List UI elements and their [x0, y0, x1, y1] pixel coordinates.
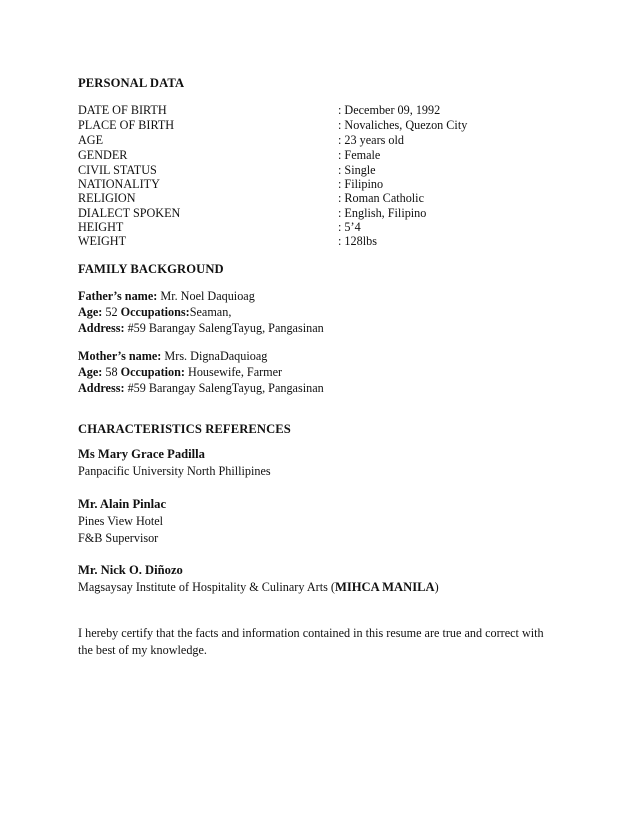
row-value: : Roman Catholic	[338, 191, 424, 205]
row-value: : Single	[338, 163, 376, 177]
personal-data-heading: PERSONAL DATA	[78, 76, 185, 90]
mother-age-label: Age:	[78, 365, 103, 379]
mother-address-value: #59 Barangay SalengTayug, Pangasinan	[124, 381, 324, 395]
father-address-value: #59 Barangay SalengTayug, Pangasinan	[124, 321, 324, 335]
reference-3-close-paren: )	[434, 580, 439, 594]
row-value: : Filipino	[338, 177, 384, 191]
reference-1-name: Ms Mary Grace Padilla	[78, 447, 205, 461]
family-background-heading: FAMILY BACKGROUND	[78, 262, 224, 276]
row-label: AGE	[78, 133, 104, 147]
row-label: RELIGION	[78, 191, 136, 205]
reference-3-name: Mr. Nick O. Diñozo	[78, 563, 183, 577]
personal-row-weight	[78, 234, 558, 249]
reference-2-line2: F&B Supervisor	[78, 531, 159, 545]
father-age-value: 52	[102, 305, 121, 319]
row-label: DIALECT SPOKEN	[78, 206, 181, 220]
row-label: CIVIL STATUS	[78, 163, 157, 177]
personal-row-age	[78, 133, 558, 148]
father-age-occupation-line	[78, 305, 231, 320]
reference-1-line1: Panpacific University North Phillipines	[78, 464, 271, 478]
mother-age-value: 58	[102, 365, 121, 379]
reference-3-institution-abbrev: MIHCA MANILA	[334, 580, 435, 594]
references-heading: CHARACTERISTICS REFERENCES	[78, 422, 291, 436]
row-value: : 5’4	[338, 220, 361, 234]
father-address-line	[78, 321, 324, 336]
mother-name-value: Mrs. DignaDaquioag	[161, 349, 268, 363]
personal-row-place-of-birth	[78, 118, 558, 133]
mother-address-label: Address:	[78, 381, 125, 395]
certification-statement: I hereby certify that the facts and information contained in this resume are true and correct with the best of my knowledge.	[78, 626, 544, 657]
mother-occupation-value: Housewife, Farmer	[184, 365, 283, 379]
mother-occupation-label: Occupation:	[120, 365, 185, 379]
personal-row-religion	[78, 191, 558, 206]
row-value: : December 09, 1992	[338, 103, 441, 117]
personal-row-dialect-spoken	[78, 206, 558, 221]
mother-address-line	[78, 381, 324, 396]
father-name-label: Father’s name:	[78, 289, 158, 303]
father-occupation-value: Seaman,	[189, 305, 232, 319]
mother-age-occupation-line	[78, 365, 282, 380]
reference-2-line1: Pines View Hotel	[78, 514, 164, 528]
reference-3-institution: Magsaysay Institute of Hospitality & Culinary Arts (	[78, 580, 335, 594]
personal-row-height	[78, 220, 558, 235]
personal-row-date-of-birth	[78, 103, 558, 118]
mother-name-line	[78, 349, 267, 364]
row-value: : Novaliches, Quezon City	[338, 118, 468, 132]
row-label: DATE OF BIRTH	[78, 103, 167, 117]
mother-name-label: Mother’s name:	[78, 349, 162, 363]
row-label: NATIONALITY	[78, 177, 160, 191]
personal-row-gender	[78, 148, 558, 163]
row-label: HEIGHT	[78, 220, 124, 234]
father-address-label: Address:	[78, 321, 125, 335]
row-label: GENDER	[78, 148, 128, 162]
reference-3-line1	[78, 580, 439, 595]
row-value: : 128lbs	[338, 234, 377, 248]
personal-row-nationality	[78, 177, 558, 192]
father-name-line	[78, 289, 255, 304]
row-label: PLACE OF BIRTH	[78, 118, 175, 132]
father-age-label: Age:	[78, 305, 103, 319]
row-value: : Female	[338, 148, 381, 162]
father-occupation-label: Occupations:	[120, 305, 190, 319]
father-name-value: Mr. Noel Daquioag	[157, 289, 255, 303]
row-value: : English, Filipino	[338, 206, 427, 220]
row-value: : 23 years old	[338, 133, 405, 147]
personal-row-civil-status	[78, 163, 558, 178]
row-label: WEIGHT	[78, 234, 127, 248]
reference-2-name: Mr. Alain Pinlac	[78, 497, 167, 511]
